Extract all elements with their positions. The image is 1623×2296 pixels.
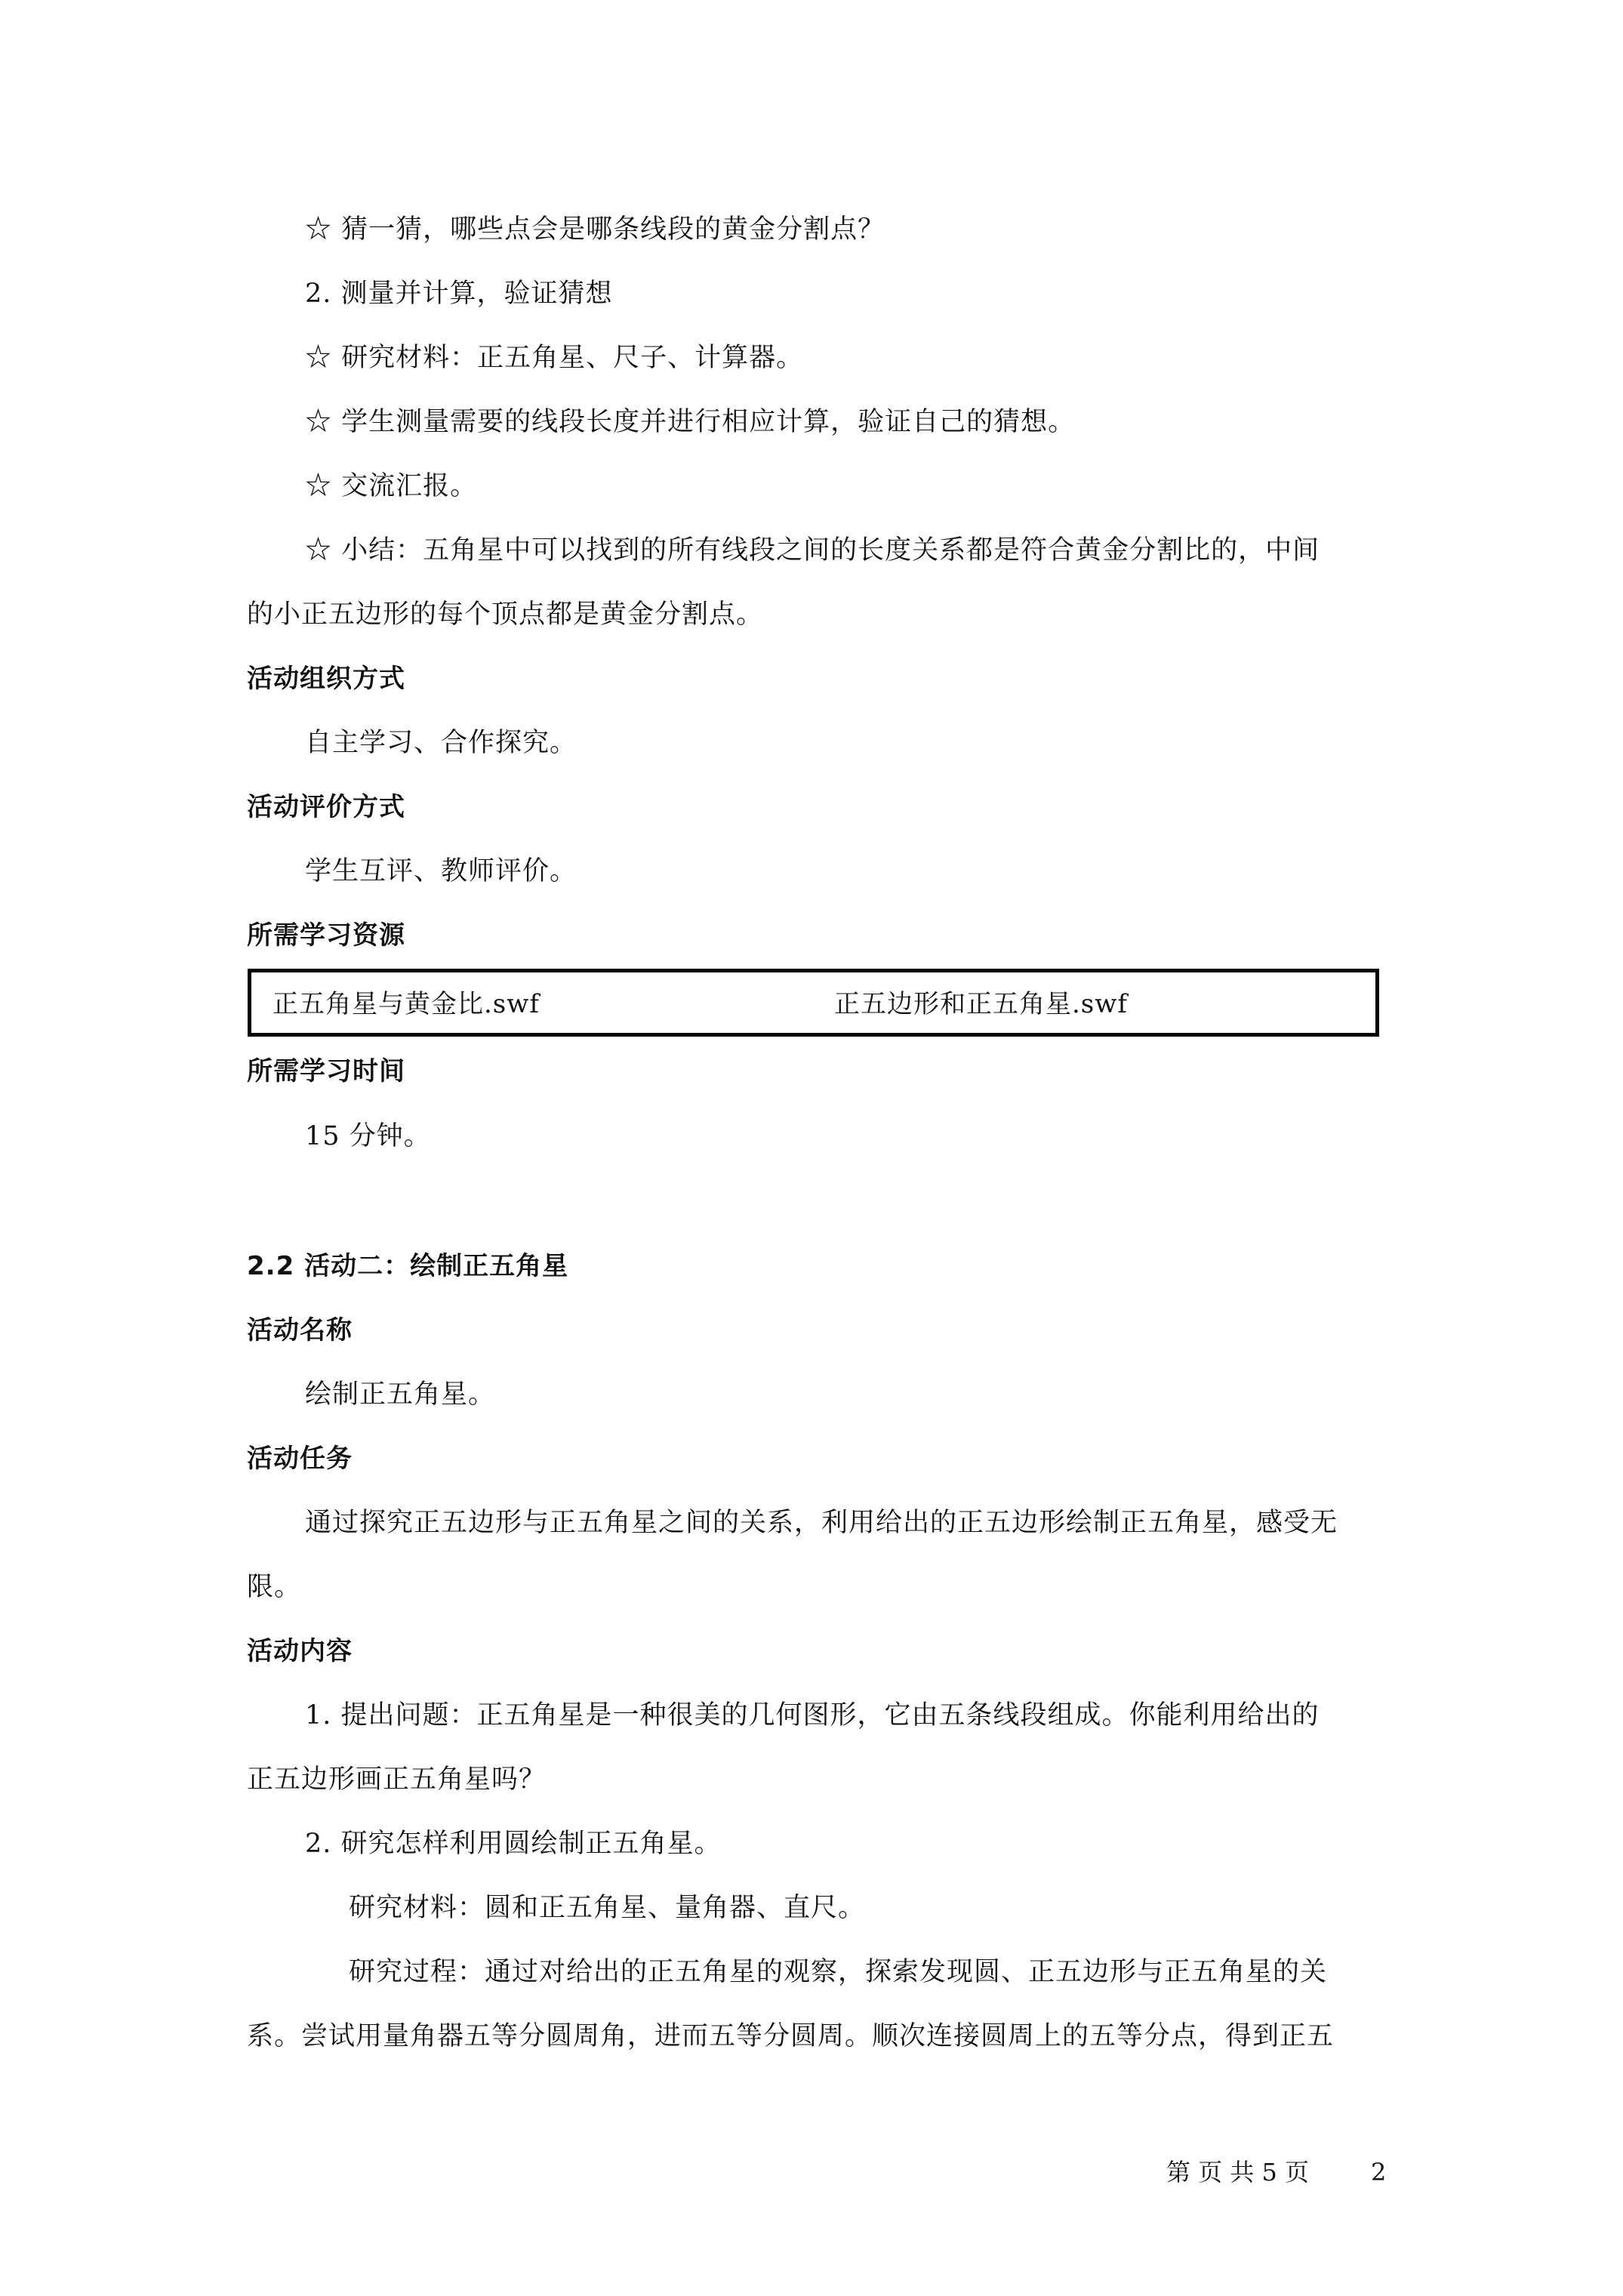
research-materials: ☆ 研究材料：正五角星、尺子、计算器。 <box>305 343 804 373</box>
activity-name-text: 绘制正五角星。 <box>305 1379 496 1410</box>
task-line-1: 通过探究正五边形与正五角星之间的关系，利用给出的正五边形绘制正五角星，感受无 <box>305 1508 1338 1538</box>
resources-table <box>248 969 1379 1037</box>
content-step-1-line-1: 1. 提出问题：正五角星是一种很美的几何图形，它由五条线段组成。你能利用给出的 <box>305 1700 1320 1730</box>
heading-activity-name: 活动名称 <box>247 1315 353 1345</box>
heading-activity-task: 活动任务 <box>247 1444 353 1474</box>
report-exchange: ☆ 交流汇报。 <box>305 471 478 501</box>
resource-file-2[interactable]: 正五边形和正五角星.swf <box>834 989 1128 1019</box>
content-materials: 研究材料：圆和正五角星、量角器、直尺。 <box>349 1893 866 1923</box>
heading-time: 所需学习时间 <box>247 1056 405 1086</box>
step-2-measure: 2. 测量并计算，验证猜想 <box>305 279 613 309</box>
student-measure: ☆ 学生测量需要的线段长度并进行相应计算，验证自己的猜想。 <box>305 407 1076 437</box>
time-text: 15 分钟。 <box>305 1121 431 1151</box>
evaluation-text: 学生互评、教师评价。 <box>305 856 577 886</box>
organization-text: 自主学习、合作探究。 <box>305 728 577 758</box>
heading-resources: 所需学习资源 <box>247 920 405 951</box>
summary-line-2: 的小正五边形的每个顶点都是黄金分割点。 <box>247 599 764 630</box>
footer-page-info: 第 页 共 5 页 <box>1166 2158 1310 2187</box>
footer-page-number: 2 <box>1371 2158 1387 2187</box>
content-step-2: 2. 研究怎样利用圆绘制正五角星。 <box>305 1829 722 1859</box>
summary-line-1: ☆ 小结：五角星中可以找到的所有线段之间的长度关系都是符合黄金分割比的，中间 <box>305 535 1320 566</box>
guess-prompt: ☆ 猜一猜，哪些点会是哪条线段的黄金分割点？ <box>305 214 885 245</box>
task-line-2: 限。 <box>247 1572 302 1602</box>
content-process-line-2: 系。尝试用量角器五等分圆周角，进而五等分圆周。顺次连接圆周上的五等分点，得到正五 <box>247 2021 1335 2051</box>
content-step-1-line-2: 正五边形画正五角星吗？ <box>247 1764 547 1795</box>
heading-activity-content: 活动内容 <box>247 1636 353 1666</box>
heading-organization: 活动组织方式 <box>247 664 405 694</box>
resource-file-1[interactable]: 正五角星与黄金比.swf <box>273 989 540 1019</box>
content-process-line-1: 研究过程：通过对给出的正五角星的观察，探索发现圆、正五边形与正五角星的关 <box>349 1957 1328 1987</box>
section-title: 2.2 活动二：绘制正五角星 <box>247 1251 569 1281</box>
heading-evaluation: 活动评价方式 <box>247 792 405 822</box>
